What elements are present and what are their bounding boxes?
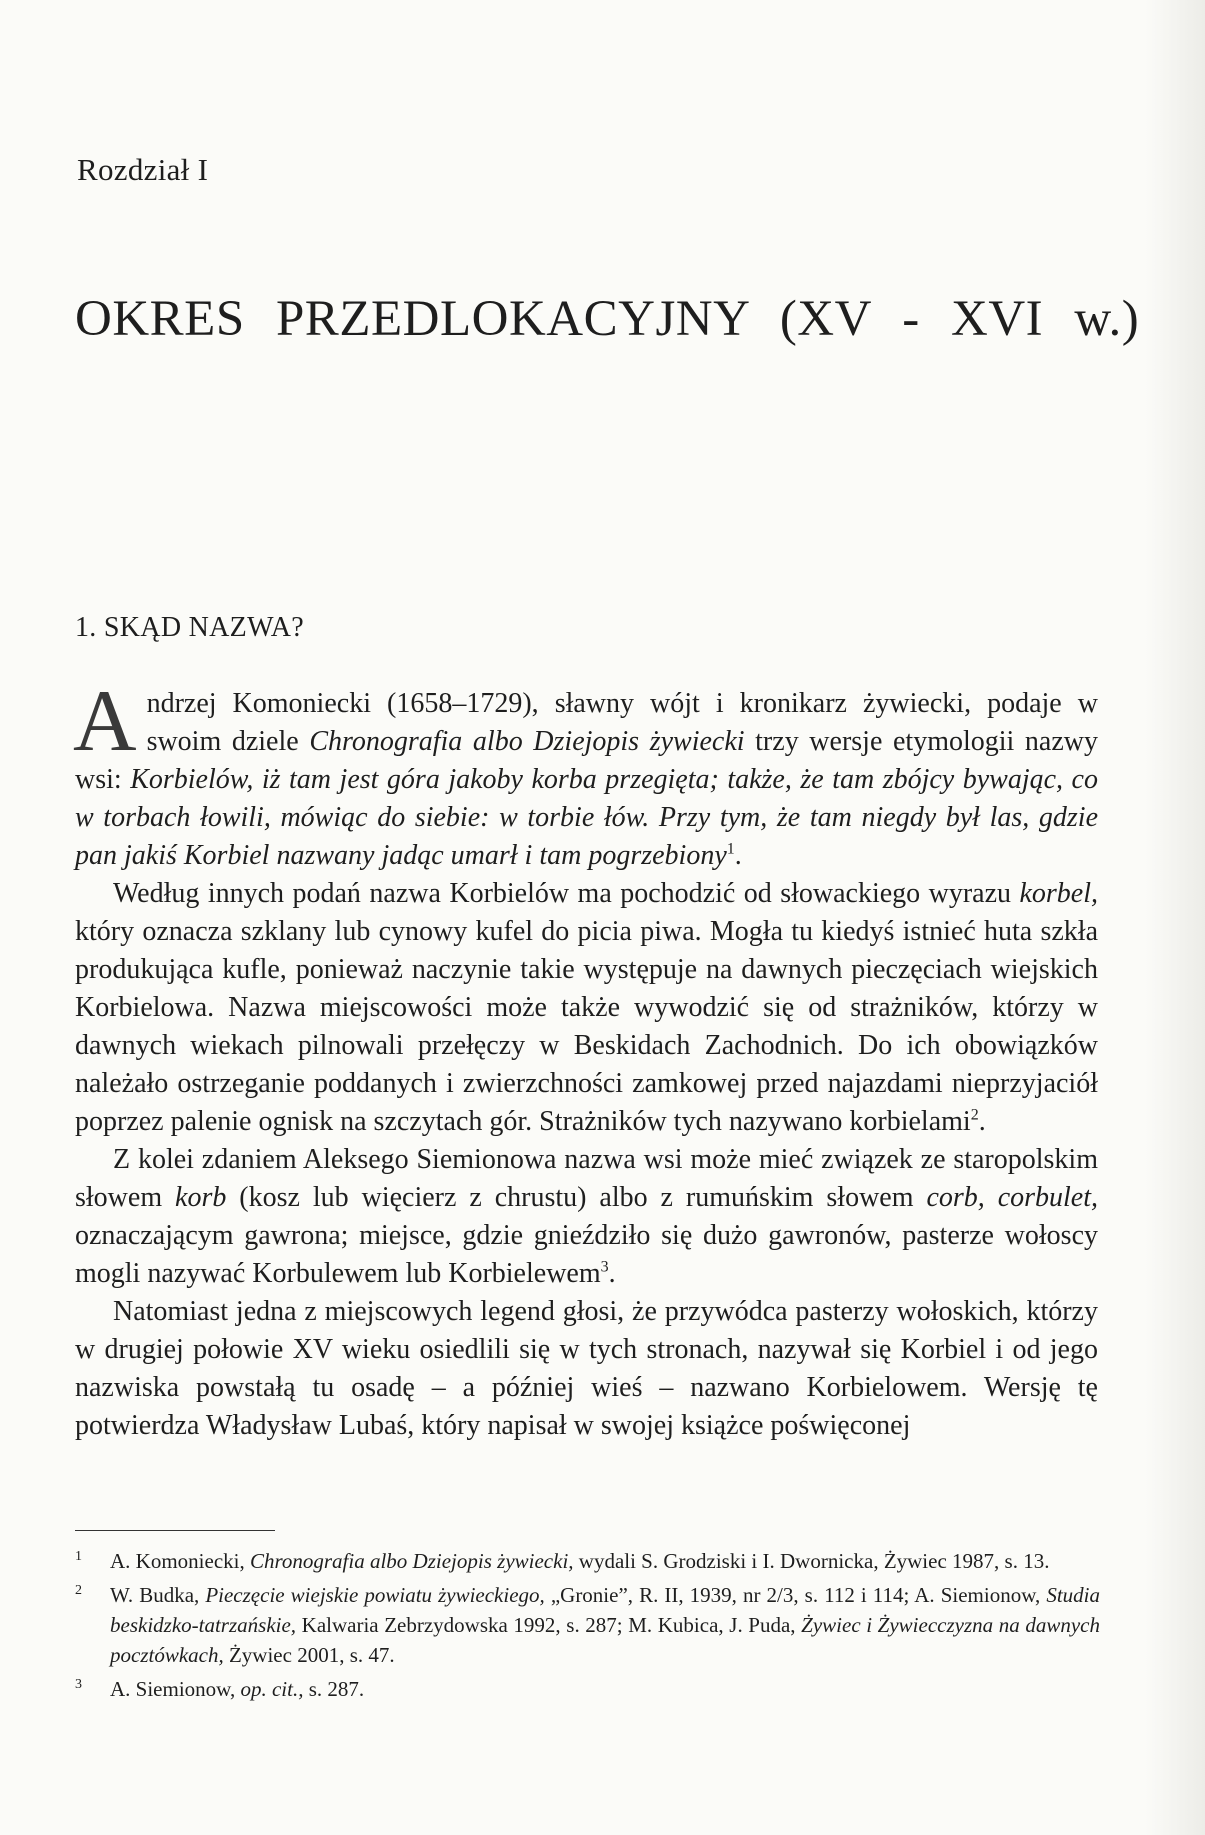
book-title-italic: Chronografia albo Dziejopis żywiecki (309, 726, 745, 757)
title-italic: Chronografia albo Dziejopis żywiecki, (249, 1549, 574, 1573)
text-run: który oznacza szklany lub cynowy kufel do picia piwa. Mogła tu kiedyś istnieć huta szkła produkująca kufle, ponieważ naczynie takie występuje na dawnych pieczęciach wiejskich Korbielowa. Nazwa miejscowości może także wywodzić się od strażników, którzy w dawnych wiekach pilnowali przełęczy w Beskidach Zachodnich. Do ich obowiązków należało ostrzeganie poddanych i zwierzchności zamkowej przed najazdami nieprzyjaciół poprzez palenie ognisk na szczytach gór. Strażników tych nazywano korbielami (75, 916, 1098, 1137)
text-run: (kosz lub więcierz z chrustu) albo z rumuńskim słowem (226, 1182, 927, 1213)
term-italic: korb (175, 1182, 227, 1213)
text-run: Z kolei zdaniem Aleksego Siemionowa nazwa wsi może mieć związek ze staropolskim słowem (75, 1144, 1098, 1213)
footnote-3 (75, 1674, 1100, 1704)
text-run: W. Budka, (110, 1583, 206, 1607)
text-run: ndrzej Komoniecki (1658–1729), sławny wójt i kronikarz żywiecki, podaje w swoim dziele (146, 688, 1098, 757)
paragraph-2 (75, 875, 1098, 1141)
title-italic: Żywiec i Żywiecczyzna na dawnych pocztówkach, (110, 1613, 1101, 1667)
footnotes (75, 1546, 1100, 1708)
footnote-number: 3 (75, 1677, 82, 1692)
footnote-number: 2 (75, 1583, 82, 1598)
term-italic: corb, corbulet, (926, 1182, 1099, 1213)
footnote-1 (75, 1546, 1100, 1576)
term-italic: korbel, (1019, 878, 1098, 909)
footnote-number: 1 (75, 1549, 82, 1564)
footnote-separator (75, 1530, 275, 1531)
paragraph-3 (75, 1141, 1098, 1293)
text-run: A. Komoniecki, (110, 1549, 250, 1573)
text-run: A. Siemionow, (110, 1677, 241, 1701)
footnote-ref-3: 3 (600, 1258, 609, 1276)
paragraph-1 (73, 673, 1098, 875)
page-edge-shadow (1145, 0, 1205, 1835)
footnote-ref-2: 2 (970, 1106, 979, 1124)
text-run: s. 287. (303, 1677, 365, 1701)
footnote-2 (75, 1580, 1100, 1670)
paragraph-4: Natomiast jedna z miejscowych legend głosi, że przywódca pasterzy wołoskich, którzy w drugiej połowie XV wieku osiedlili się w tych stronach, nazywał się Korbiel i od jego nazwiska powstałą tu osadę – a później wieś – nazwano Korbielowem. Wersję tę potwierdza Władysław Lubaś, który napisał w swojej książce poświęconej (75, 1296, 1098, 1441)
text-run: Kalwaria Zebrzydowska 1992, s. 287; M. Kubica, J. Puda, (296, 1613, 802, 1637)
chapter-label: Rozdział I (77, 152, 209, 187)
text-run: Żywiec 2001, s. 47. (223, 1643, 395, 1667)
text-run: Według innych podań nazwa Korbielów ma pochodzić od słowackiego wyrazu (113, 878, 1020, 909)
text-run: oznaczającym gawrona; miejsce, gdzie gnieździło się dużo gawronów, pasterze wołoscy mogli nazywać Korbulewem lub Korbielewem (75, 1220, 1098, 1289)
title-italic: Pieczęcie wiejskie powiatu żywieckiego, (205, 1583, 545, 1607)
text-run: „Gronie”, R. II, 1939, nr 2/3, s. 112 i 114; A. Siemionow, (544, 1583, 1047, 1607)
quotation-italic: Korbielów, iż tam jest góra jakoby korba przegięta; także, że tam zbójcy bywając, co w torbach łowili, mówiąc do siebie: w torbie łów. Przy tym, że tam niegdy był las, gdzie pan jakiś Korbiel nazwany jadąc umarł i tam pogrzebiony (75, 764, 1098, 871)
text-run: . (978, 1106, 986, 1137)
title-italic: Studia beskidzko-tatrzańskie, (110, 1583, 1100, 1637)
text-run: . (608, 1258, 616, 1289)
text-run: . (734, 840, 742, 871)
drop-cap: A (73, 673, 137, 770)
section-heading: 1. SKĄD NAZWA? (75, 612, 304, 643)
body-text (73, 673, 1099, 1445)
footnote-ref-1: 1 (726, 840, 735, 858)
text-run: trzy wersje etymologii nazwy wsi: (75, 726, 1098, 795)
text-run: wydali S. Grodziski i I. Dwornicka, Żywiec 1987, s. 13. (573, 1549, 1050, 1573)
chapter-title: OKRES PRZEDLOKACYJNY (XV - XVI w.) (75, 291, 1140, 347)
title-italic: op. cit., (240, 1677, 304, 1701)
